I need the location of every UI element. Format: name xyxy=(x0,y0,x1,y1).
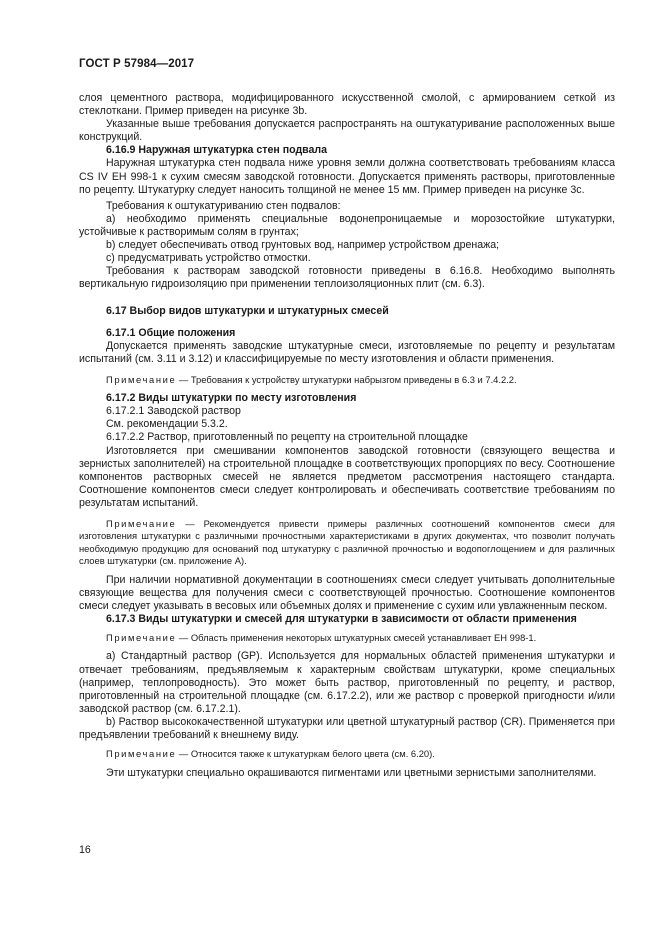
paragraph: слоя цементного раствора, модифицированного искусственной смолой, с армированием сеткой из стеклоткани. Пример приведен на рисунке 3b. xyxy=(79,92,615,118)
paragraph: a) Стандартный раствор (GP). Используется для нормальных областей применения штукатурки и отвечает требованиям, предъявляемым к характерным свойствам штукатурки, кроме специальных (например, теплопроводность). Это может быть раствор, приготовленный по рецепту, и раствор, приготовленный на строительной площадке (см. 6.17.2.2), или же раствор с проверкой пригодности и/или заводской раствор (см. 6.17.2.1). xyxy=(79,650,615,715)
note-text: — Область применения некоторых штукатурных смесей устанавливает ЕН 998-1. xyxy=(176,632,537,644)
page-body xyxy=(79,92,615,780)
paragraph: Указанные выше требования допускается распространять на оштукатуривание расположенных выше конструкций. xyxy=(79,118,615,144)
note-label: Примечание xyxy=(106,748,177,760)
document-header: ГОСТ Р 57984—2017 xyxy=(79,58,195,70)
note-label: Примечание xyxy=(106,518,177,530)
paragraph: Требования к растворам заводской готовности приведены в 6.16.8. Необходимо выполнять вертикальную гидроизоляцию при применении теплоизоляционных плит (см. 6.3). xyxy=(79,265,615,291)
paragraph: 6.17.2.2 Раствор, приготовленный по рецепту на строительной площадке xyxy=(106,431,468,444)
section-heading-6-16-9: 6.16.9 Наружная штукатурка стен подвала xyxy=(106,144,328,157)
paragraph: При наличии нормативной документации в соотношениях смеси следует учитывать дополнительные связующие вещества для получения смеси с соответствующей прочностью. Соотношение компонентов смеси следует указывать в весовых или объемных долях и применение с сухим или увлажненным песком. xyxy=(79,573,615,612)
note xyxy=(79,632,615,644)
paragraph: Изготовляется при смешивании компонентов заводской готовности (связующего вещества и зернистых заполнителей) на строительной площадке в соответствующих пропорциях по весу. Соотношение компонентов растворных смесей не является предметом рассмотрения настоящего стандарта. Соотношение компонентов смеси следует контролировать и обеспечивать соответствие требованиям по результатам испытаний. xyxy=(79,444,615,509)
paragraph: b) Раствор высококачественной штукатурки или цветной штукатурный раствор (CR). Применяется при предъявлении требований к внешнему виду. xyxy=(79,715,615,741)
list-item: b) следует обеспечивать отвод грунтовых вод, например устройством дренажа; xyxy=(106,239,500,252)
section-heading-6-17: 6.17 Выбор видов штукатурки и штукатурных смесей xyxy=(106,305,389,318)
list-item: c) предусматривать устройство отмостки. xyxy=(106,252,311,265)
note-label: Примечание xyxy=(106,632,177,644)
paragraph: Требования к оштукатуриванию стен подвалов: xyxy=(106,199,341,212)
note-text: — Относится также к штукатуркам белого цвета (см. 6.20). xyxy=(176,748,435,760)
section-heading-6-17-2: 6.17.2 Виды штукатурки по месту изготовления xyxy=(106,392,357,405)
note xyxy=(79,374,615,386)
note-text: — Рекомендуется привести примеры различных соотношений компонентов смеси для изготовления штукатурки с различными прочностными характеристиками в других документах, что позволит получать необходимую продукцию для оснований под штукатурку с различной прочностью и водопоглощением и для различных слоев штукатурки (см. приложение А). xyxy=(79,518,615,567)
note-label: Примечание xyxy=(106,373,177,385)
list-item: a) необходимо применять специальные водонепроницаемые и морозостойкие штукатурки, устойчивые к растворимым солям в грунтах; xyxy=(79,212,615,238)
paragraph: Эти штукатурки специально окрашиваются пигментами или цветными зернистыми заполнителями. xyxy=(106,766,597,779)
note-text: — Требования к устройству штукатурки набрызгом приведены в 6.3 и 7.4.2.2. xyxy=(176,373,517,385)
section-heading-6-17-1: 6.17.1 Общие положения xyxy=(106,326,236,339)
paragraph: См. рекомендации 5.3.2. xyxy=(106,418,228,431)
paragraph: Наружная штукатурка стен подвала ниже уровня земли должна соответствовать требованиям класса CS IV ЕН 998-1 к сухим смесям заводской готовности. Допускается применять растворы, приготовленные по рецепту. Штукатурку следует наносить толщиной не менее 15 мм. Пример приведен на рисунке 3c. xyxy=(79,157,615,196)
paragraph: 6.17.2.1 Заводской раствор xyxy=(106,405,241,418)
note xyxy=(79,518,615,568)
section-heading-6-17-3: 6.17.3 Виды штукатурки и смесей для штукатурки в зависимости от области применения xyxy=(106,612,577,625)
page-number: 16 xyxy=(79,844,91,856)
paragraph: Допускается применять заводские штукатурные смеси, изготовляемые по рецепту и результатам испытаний (см. 3.11 и 3.12) и классифицируемые по месту изготовления и области применения. xyxy=(79,339,615,365)
note xyxy=(79,748,615,760)
